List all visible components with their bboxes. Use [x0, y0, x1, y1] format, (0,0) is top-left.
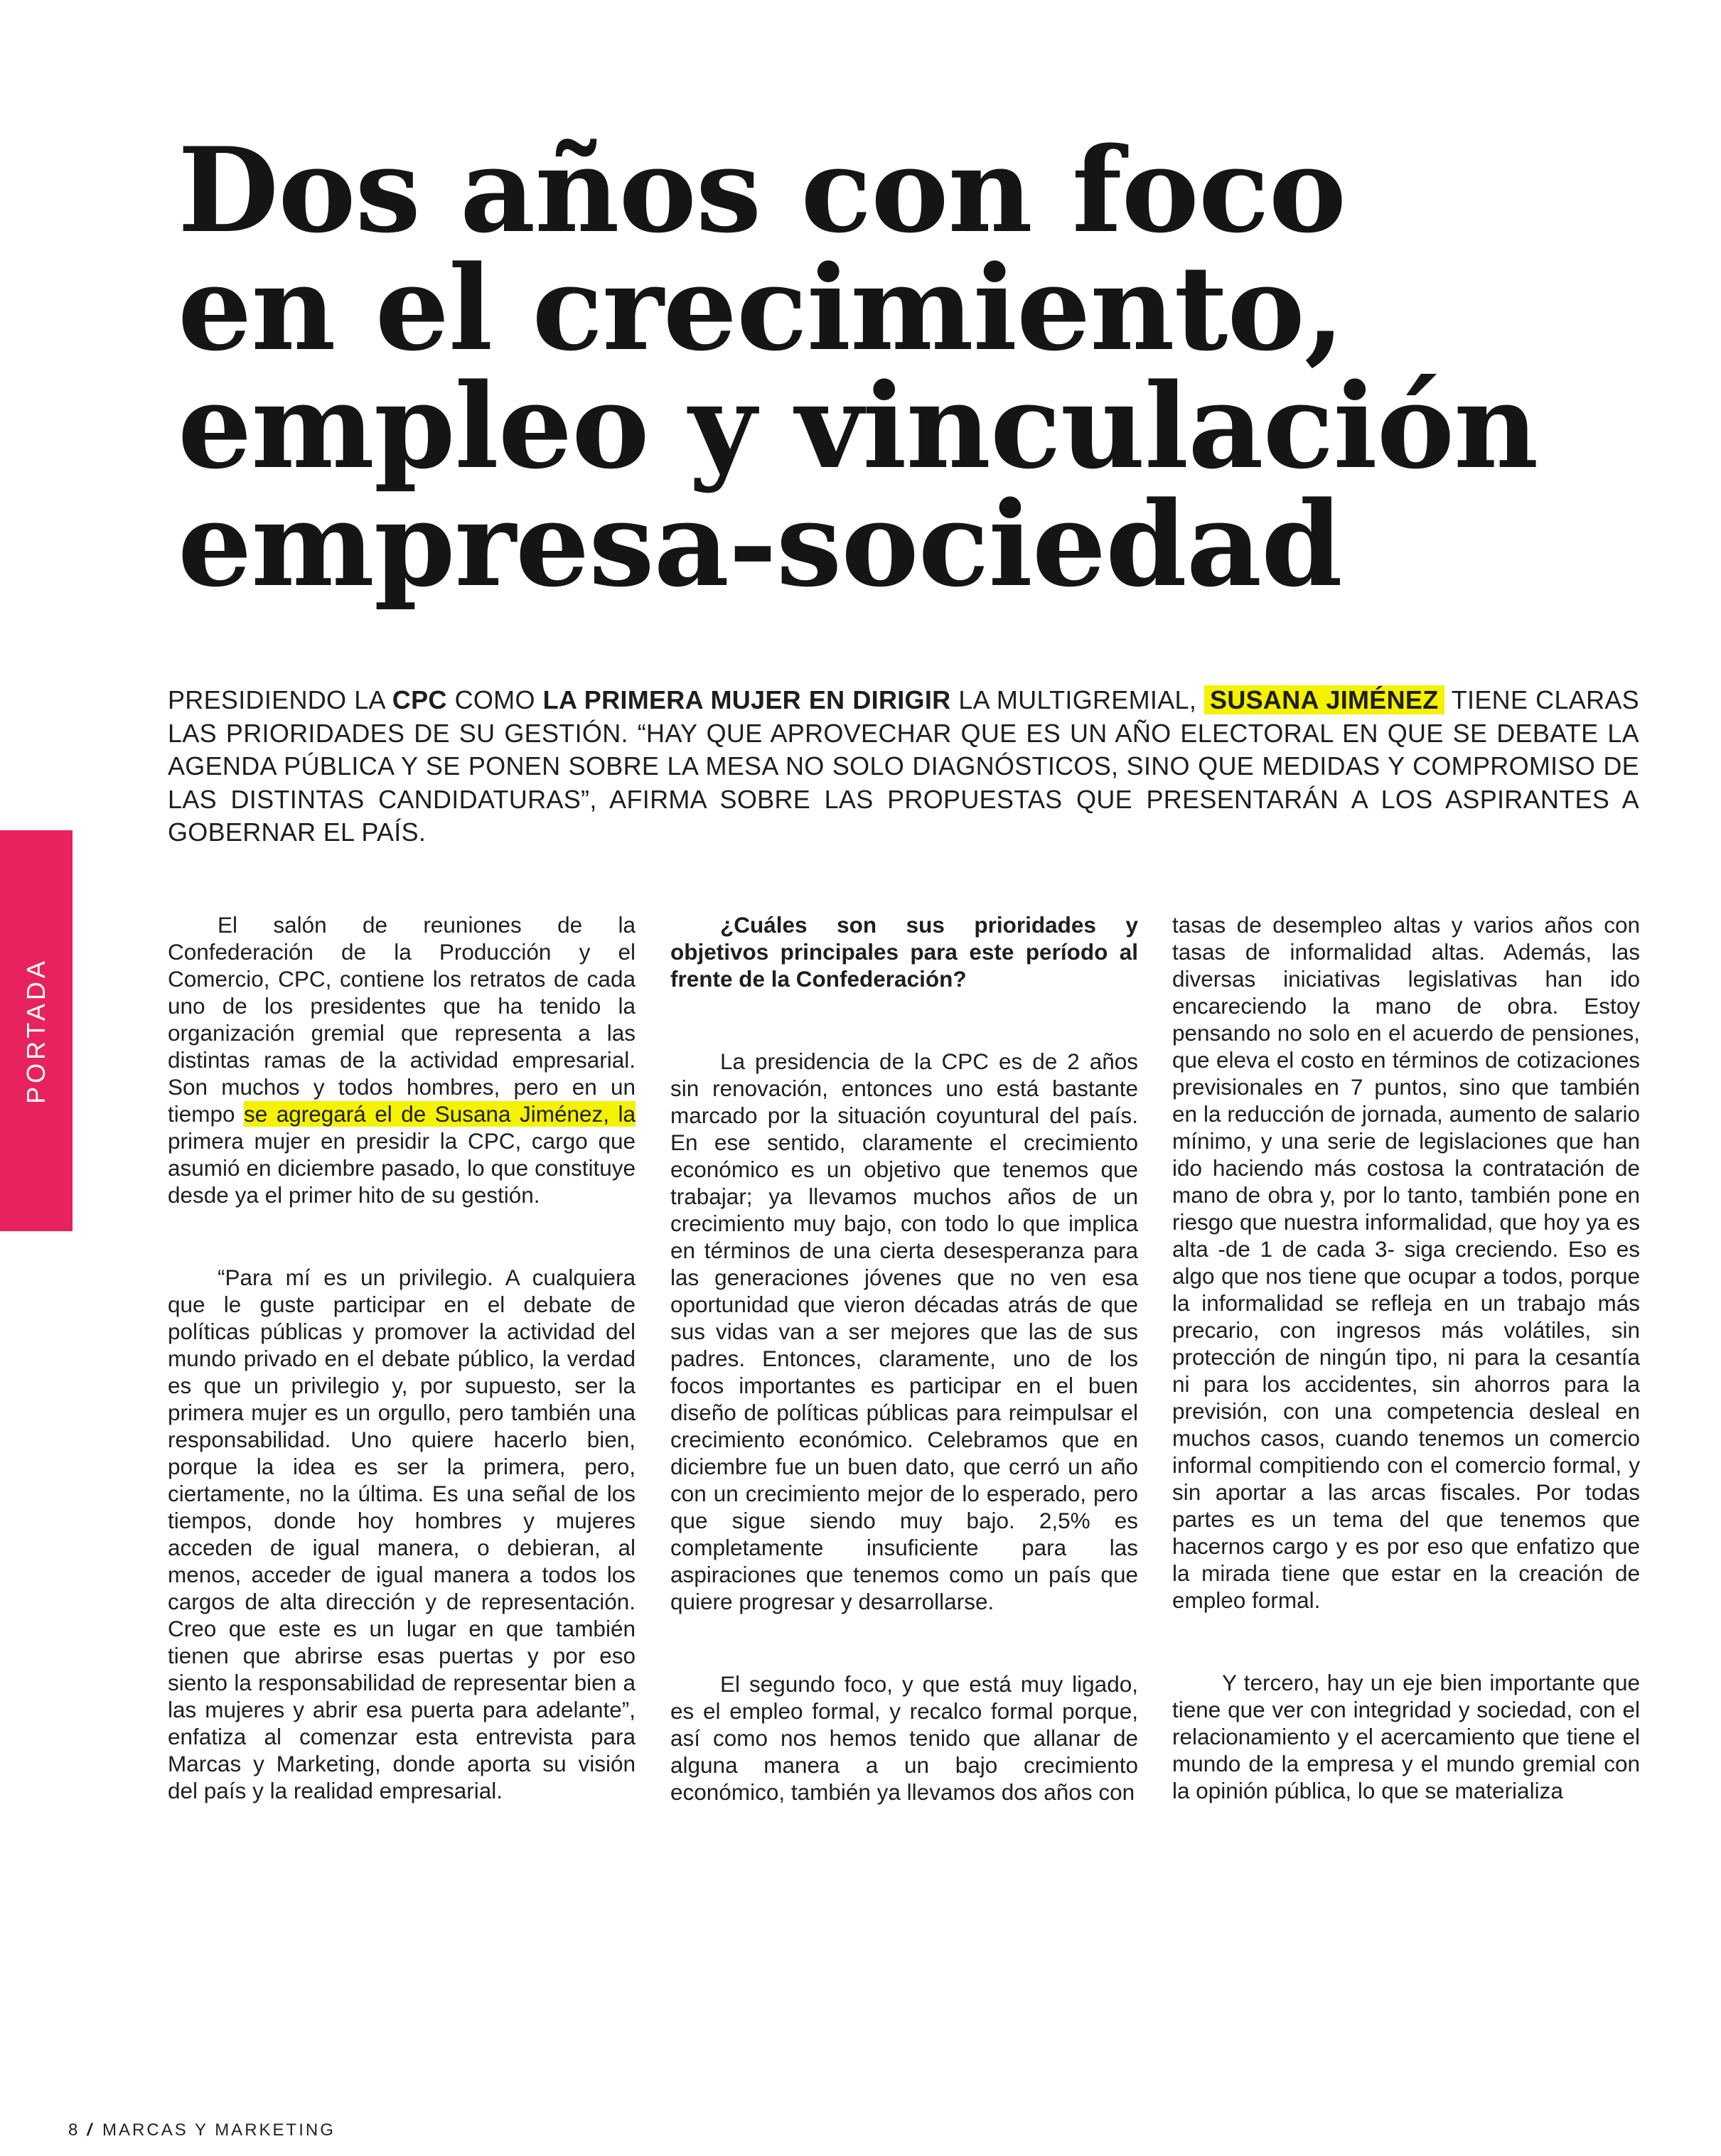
section-tab-label: PORTADA: [21, 958, 51, 1104]
publication-name: MARCAS Y MARKETING: [102, 2120, 336, 2140]
interview-question: ¿Cuáles son sus prioridades y objetivos principales para este período al frente de la Confederación?: [670, 912, 1138, 992]
article-column-2: [670, 911, 1138, 1806]
article-column-1: [168, 911, 636, 1804]
lead-bold-cpc: CPC: [392, 685, 447, 714]
body-paragraph: [168, 911, 636, 1208]
headline-line: Dos años con foco: [178, 122, 1346, 259]
body-text: primera mujer en presidir la CPC, cargo que asumió en diciembre pasado, lo que constituye desde ya el primer hito de su gestión.: [168, 1128, 636, 1208]
body-paragraph: “Para mí es un privilegio. A cualquiera que le guste participar en el debate de políticas públicas y promover la actividad del mundo privado en el debate público, la verdad es que un privilegio y, por supuesto, ser la primera mujer es un orgullo, pero también una responsabilidad. Uno quiere hacerlo bien, porque la idea es ser la primera, pero, ciertamente, no la última. Es una señal de los tiempos, donde hoy hombres y mujeres acceden de igual manera, o debieran, al menos, acceder de igual manera a todos los cargos de alta dirección y de representación. Creo que este es un lugar en que también tienen que abrirse esas puertas y por eso siento la responsabilidad de representar bien a las mujeres y abrir esa puerta para adelante”, enfatiza al comenzar esta entrevista para Marcas y Marketing, donde aporta su visión del país y la realidad empresarial.: [168, 1265, 636, 1803]
lead-text: LA MULTIGREMIAL,: [950, 685, 1205, 714]
headline-line: en el crecimiento,: [178, 240, 1344, 377]
page-number: 8: [68, 2120, 80, 2140]
lead-paragraph: [168, 684, 1639, 849]
headline-line: empleo y vinculación: [178, 358, 1538, 495]
lead-text: PRESIDIENDO LA: [168, 685, 392, 714]
lead-text: COMO: [446, 685, 543, 714]
body-text: El salón de reuniones de la Confederación de la Producción y el Comercio, CPC, contiene los retratos de cada uno de los presidentes que ha tenido la organización gremial que representa a las distintas ramas de la actividad empresarial. Son muchos y todos hombres, pero en un tiempo: [168, 912, 636, 1127]
lead-bold-first-woman: LA PRIMERA MUJER EN DIRIGIR: [542, 685, 951, 714]
section-tab: [0, 830, 73, 1231]
article-column-3: [1172, 911, 1640, 1804]
lead-highlighted-name: SUSANA JIMÉNEZ: [1204, 685, 1444, 714]
body-paragraph: La presidencia de la CPC es de 2 años sin renovación, entonces uno está bastante marcado por la situación coyuntural del país. En ese sentido, claramente el crecimiento económico es un objetivo que tenemos que trabajar; ya llevamos muchos años de un crecimiento muy bajo, con todo lo que implica en términos de una cierta desesperanza para las generaciones jóvenes que no ven esa oportunidad que vieron décadas atrás de que sus vidas van a ser mejores que las de sus padres. Entonces, claramente, uno de los focos importantes es participar en el buen diseño de políticas públicas para reimpulsar el crecimiento económico. Celebramos que en diciembre fue un buen dato, que cerró un año con un crecimiento mejor de lo esperado, pero que sigue siendo muy bajo. 2,5% es completamente insuficiente para las aspiraciones que tenemos como un país que quiere progresar y desarrollarse.: [670, 1048, 1138, 1614]
headline: [178, 122, 1564, 613]
footer-separator: /: [87, 2120, 95, 2140]
headline-line: empresa-sociedad: [178, 476, 1342, 613]
lead-text: TIENE CLARAS LAS PRIORIDADES DE SU GESTIÓN. “HAY QUE APROVECHAR QUE ES UN AÑO ELECTORAL EN QUE SE DEBATE LA AGENDA PÚBLICA Y SE PONEN SOBRE LA MESA NO SOLO DIAGNÓSTICOS, SINO QUE MEDIDAS Y COMPROMISO DE LAS DISTINTAS CANDIDATURAS”, AFIRMA SOBRE LAS PROPUESTAS QUE PRESENTARÁN A LOS ASPIRANTES A GOBERNAR EL PAÍS.: [168, 685, 1639, 847]
body-paragraph: El segundo foco, y que está muy ligado, es el empleo formal, y recalco formal porque, así como nos hemos tenido que allanar de alguna manera a un bajo crecimiento económico, también ya llevamos dos años con: [670, 1671, 1138, 1805]
body-paragraph: tasas de desempleo altas y varios años con tasas de informalidad altas. Además, las diversas iniciativas legislativas han ido encareciendo la mano de obra. Estoy pensando no solo en el acuerdo de pensiones, que eleva el costo en términos de cotizaciones previsionales en 7 puntos, sino que también en la reducción de jornada, aumento de salario mínimo, y una serie de legislaciones que han ido haciendo más costosa la contratación de mano de obra y, por lo tanto, también pone en riesgo que nuestra informalidad, que hoy ya es alta -de 1 de cada 3- siga creciendo. Eso es algo que nos tiene que ocupar a todos, porque la informalidad se refleja en un trabajo más precario, con ingresos más volátiles, sin protección de ningún tipo, ni para la cesantía ni para los accidentes, sin ahorros para la previsión, con una competencia desleal en muchos casos, cuando tenemos un comercio informal compitiendo con el comercio formal, y sin aportar a las arcas fiscales. Por todas partes es un tema del que tenemos que hacernos cargo y es por eso que enfatizo que la mirada tiene que estar en la creación de empleo formal.: [1172, 912, 1640, 1613]
highlighted-text: se agregará el de Susana Jiménez, la: [244, 1101, 636, 1127]
page-footer: [68, 2120, 336, 2140]
body-paragraph: Y tercero, hay un eje bien importante que tiene que ver con integridad y sociedad, con el relacionamiento y el acercamiento que tiene el mundo de la empresa y el mundo gremial con la opinión pública, lo que se materializa: [1172, 1670, 1640, 1803]
